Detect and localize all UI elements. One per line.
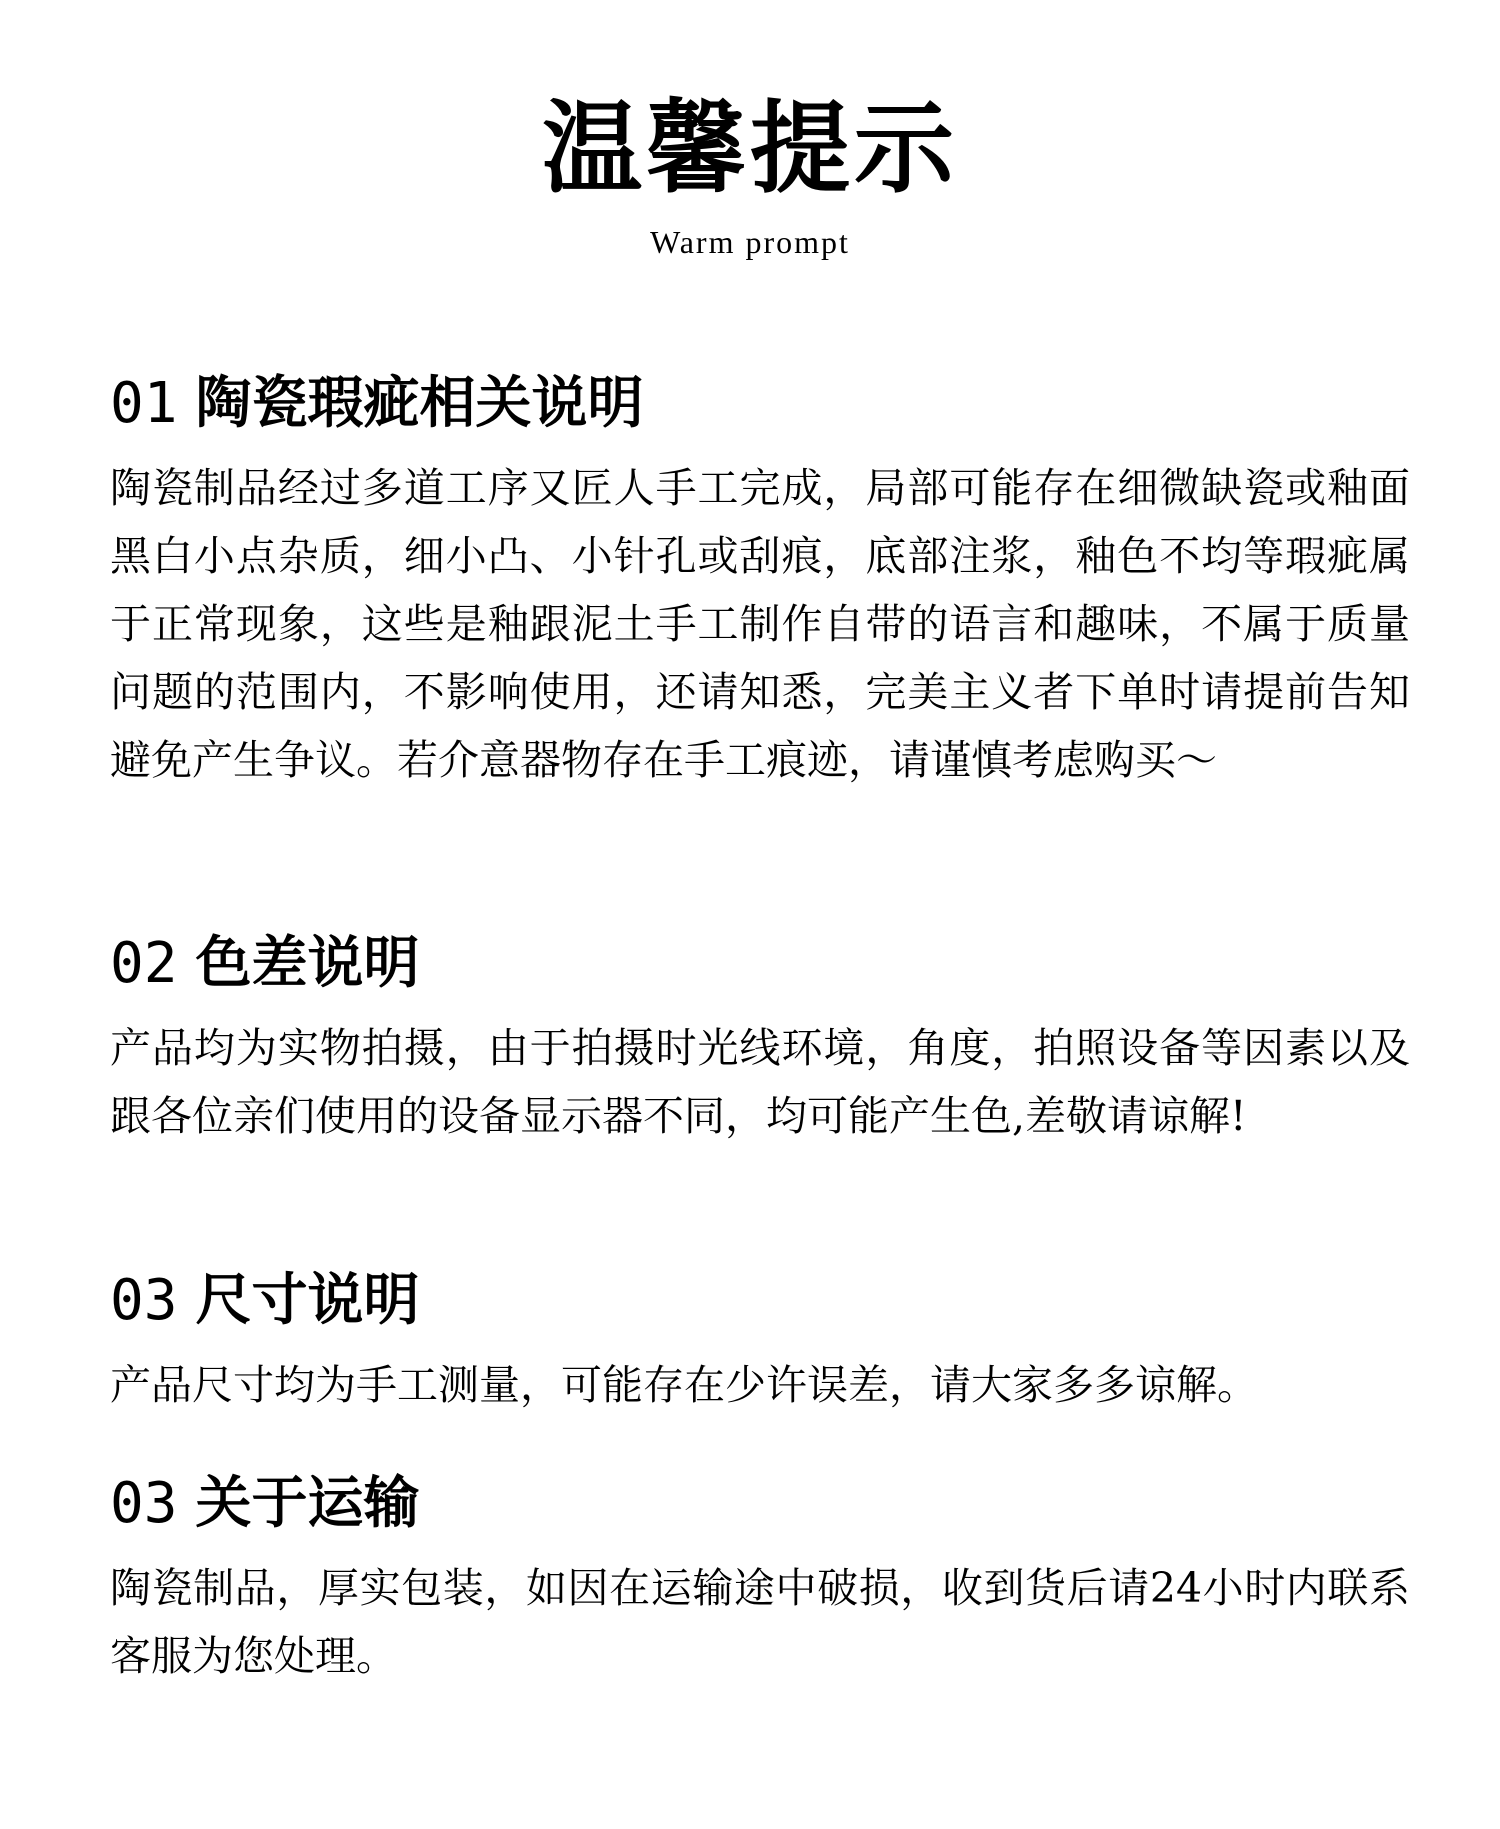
section-number: 01 [110, 371, 178, 436]
page-subtitle: Warm prompt [650, 224, 850, 260]
section-heading [110, 368, 1410, 440]
section-size [110, 1265, 1410, 1419]
section-title: 色差说明 [195, 931, 420, 996]
page-title: 温馨提示 [542, 89, 958, 207]
section-number: 03 [110, 1268, 178, 1333]
section-body: 产品均为实物拍摄，由于拍摄时光线环境，角度，拍照设备等因素以及跟各位亲们使用的设备显示器不同，均可能产生色,差敬请谅解! [110, 1024, 1410, 1140]
section-heading [110, 1468, 1410, 1540]
section-shipping [110, 1468, 1410, 1690]
section-number: 03 [110, 1471, 178, 1536]
section-heading [110, 928, 1410, 1000]
section-body: 陶瓷制品，厚实包装，如因在运输途中破损，收到货后请24小时内联系客服为您处理。 [110, 1564, 1410, 1680]
section-color-difference [110, 928, 1410, 1150]
section-title: 尺寸说明 [195, 1268, 420, 1333]
section-heading [110, 1265, 1410, 1337]
section-title: 关于运输 [195, 1471, 420, 1536]
section-body: 陶瓷制品经过多道工序又匠人手工完成，局部可能存在细微缺瓷或釉面黑白小点杂质，细小凸、小针孔或刮痕，底部注浆，釉色不均等瑕疵属于正常现象，这些是釉跟泥土手工制作自带的语言和趣味，不属于质量问题的范围内，不影响使用，还请知悉，完美主义者下单时请提前告知避免产生争议。若介意器物存在手工痕迹，请谨慎考虑购买～ [110, 464, 1410, 784]
page-header [0, 88, 1500, 262]
section-title: 陶瓷瑕疵相关说明 [195, 371, 644, 436]
section-number: 02 [110, 931, 178, 996]
section-defects [110, 368, 1410, 794]
section-body: 产品尺寸均为手工测量，可能存在少许误差，请大家多多谅解。 [110, 1361, 1258, 1409]
